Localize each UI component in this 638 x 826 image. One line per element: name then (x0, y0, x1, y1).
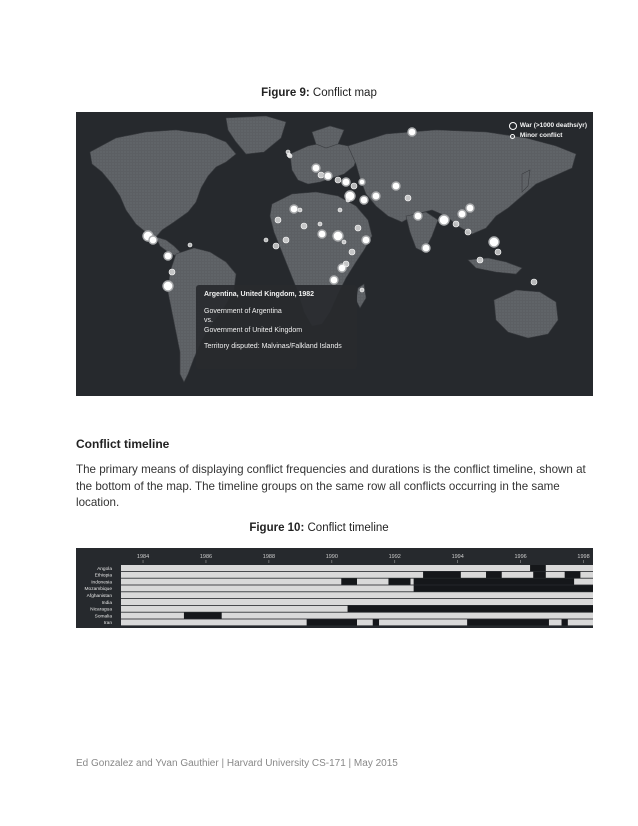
timeline-year-label: 1984 (136, 554, 150, 560)
figure-9-title: Conflict map (312, 87, 377, 99)
tooltip-line-1: Government of Argentina (204, 307, 282, 315)
tooltip-line-3: Government of United Kingdom (204, 326, 303, 334)
minor-conflict-marker[interactable] (465, 229, 471, 235)
timeline-row-label: Ethiopia (94, 573, 112, 579)
minor-conflict-marker[interactable] (283, 237, 289, 243)
timeline-conflict-bar[interactable] (121, 592, 593, 598)
timeline-conflict-bar[interactable] (546, 565, 593, 571)
section-body: The primary means of displaying conflict frequencies and durations is the conflict timeline, shown at the bottom of the map. The timeline groups on the same row all conflicts occurring in the same location. (76, 463, 586, 509)
timeline-conflict-bar[interactable] (574, 579, 593, 585)
war-marker[interactable] (318, 230, 326, 238)
war-marker[interactable] (164, 252, 172, 260)
minor-conflict-marker[interactable] (288, 154, 292, 158)
minor-conflict-marker[interactable] (318, 172, 324, 178)
minor-conflict-marker[interactable] (286, 150, 290, 154)
timeline-conflict-bar[interactable] (549, 619, 562, 625)
timeline-row-label: Somalia (94, 614, 112, 620)
war-marker[interactable] (489, 237, 499, 247)
conflict-map[interactable] (76, 112, 593, 396)
legend-minor-label: Minor conflict (519, 132, 563, 139)
section-heading: Conflict timeline (76, 437, 170, 451)
timeline-year-label: 1990 (325, 554, 338, 560)
tooltip-line-2: vs. (204, 317, 213, 324)
timeline-conflict-bar[interactable] (121, 585, 414, 591)
war-marker[interactable] (372, 192, 380, 200)
minor-conflict-marker[interactable] (355, 225, 361, 231)
war-marker-icon (509, 122, 517, 130)
figure-10-label: Figure 10: (249, 522, 305, 534)
minor-conflict-marker[interactable] (273, 243, 279, 249)
timeline-conflict-bar[interactable] (357, 619, 373, 625)
minor-conflict-marker[interactable] (495, 249, 501, 255)
timeline-row-label: Mozambique (84, 587, 112, 593)
tooltip-title: Argentina, United Kingdom, 1982 (204, 291, 315, 298)
minor-conflict-marker[interactable] (298, 208, 302, 212)
conflict-tooltip (196, 285, 357, 369)
timeline-conflict-bar[interactable] (546, 572, 565, 578)
page-footer: Ed Gonzalez and Yvan Gauthier | Harvard University CS-171 | May 2015 (76, 758, 398, 769)
war-marker[interactable] (149, 236, 157, 244)
war-marker[interactable] (466, 204, 474, 212)
timeline-conflict-bar[interactable] (121, 613, 184, 619)
timeline-conflict-bar[interactable] (121, 579, 341, 585)
war-marker[interactable] (458, 210, 466, 218)
minor-conflict-marker[interactable] (275, 217, 281, 223)
timeline-year-label: 1996 (514, 554, 527, 560)
tooltip-line-4: Territory disputed: Malvinas/Falkland Islands (204, 343, 342, 350)
timeline-conflict-bar[interactable] (121, 619, 307, 625)
timeline-conflict-bar[interactable] (461, 572, 486, 578)
timeline-year-label: 1986 (199, 554, 213, 560)
minor-conflict-marker[interactable] (531, 279, 537, 285)
map-legend (509, 121, 587, 141)
timeline-conflict-bar[interactable] (357, 579, 388, 585)
minor-conflict-marker[interactable] (188, 243, 192, 247)
timeline-conflict-bar[interactable] (580, 572, 593, 578)
war-marker[interactable] (408, 128, 416, 136)
minor-conflict-marker[interactable] (349, 249, 355, 255)
minor-conflict-marker[interactable] (264, 238, 268, 242)
timeline-conflict-bar[interactable] (121, 599, 593, 605)
legend-row-war (509, 121, 587, 131)
war-marker[interactable] (392, 182, 400, 190)
war-marker[interactable] (330, 276, 338, 284)
war-marker[interactable] (342, 178, 350, 186)
timeline-conflict-bar[interactable] (222, 613, 593, 619)
minor-conflict-marker[interactable] (343, 261, 349, 267)
minor-conflict-marker[interactable] (477, 257, 483, 263)
timeline-conflict-bar[interactable] (568, 619, 593, 625)
timeline-conflict-bar[interactable] (121, 572, 423, 578)
timeline-row-label: Iran (103, 621, 112, 627)
land-indonesia (468, 258, 522, 274)
war-marker[interactable] (359, 179, 365, 185)
minor-conflict-marker[interactable] (301, 223, 307, 229)
war-marker[interactable] (324, 172, 332, 180)
war-marker[interactable] (290, 205, 298, 213)
minor-conflict-marker[interactable] (360, 288, 364, 292)
conflict-timeline[interactable] (76, 548, 593, 628)
timeline-row-label: Indonesia (91, 580, 112, 586)
minor-conflict-marker[interactable] (338, 208, 342, 212)
war-marker[interactable] (439, 215, 449, 225)
timeline-row-label: India (101, 600, 112, 606)
timeline-svg (76, 548, 593, 628)
war-marker[interactable] (360, 196, 368, 204)
legend-row-minor (509, 131, 587, 141)
minor-conflict-marker[interactable] (351, 183, 357, 189)
timeline-year-label: 1994 (451, 554, 464, 560)
legend-war-label: War (>1000 deaths/yr) (519, 122, 587, 129)
land-madagascar (356, 284, 366, 308)
timeline-conflict-bar[interactable] (121, 565, 530, 571)
figure-9-caption (0, 87, 638, 99)
timeline-conflict-bar[interactable] (410, 579, 413, 585)
minor-conflict-marker[interactable] (342, 240, 346, 244)
minor-marker-icon (510, 134, 515, 139)
timeline-row-label: Afghanistan (86, 594, 112, 599)
war-marker[interactable] (312, 164, 320, 172)
minor-conflict-marker[interactable] (405, 195, 411, 201)
war-marker[interactable] (362, 236, 370, 244)
timeline-conflict-bar[interactable] (502, 572, 533, 578)
land-greenland (226, 116, 286, 154)
war-marker[interactable] (333, 231, 343, 241)
timeline-conflict-bar[interactable] (121, 606, 348, 612)
minor-conflict-marker[interactable] (169, 269, 175, 275)
war-marker[interactable] (422, 244, 430, 252)
figure-10-title: Conflict timeline (307, 522, 389, 534)
figure-10-caption (0, 522, 638, 534)
timeline-year-label: 1992 (388, 554, 401, 560)
minor-conflict-marker[interactable] (453, 221, 459, 227)
timeline-year-label: 1988 (262, 554, 276, 560)
timeline-row-label: Nicaragua (90, 607, 112, 613)
timeline-conflict-bar[interactable] (379, 619, 467, 625)
timeline-row-label: Angola (97, 566, 112, 572)
war-marker[interactable] (414, 212, 422, 220)
minor-conflict-marker[interactable] (346, 198, 350, 202)
land-north-america (90, 130, 236, 237)
minor-conflict-marker[interactable] (318, 222, 322, 226)
minor-conflict-marker[interactable] (335, 177, 341, 183)
war-marker[interactable] (163, 281, 173, 291)
land-australia (494, 290, 558, 338)
timeline-year-label: 1998 (577, 554, 590, 560)
figure-9-label: Figure 9: (261, 87, 310, 99)
